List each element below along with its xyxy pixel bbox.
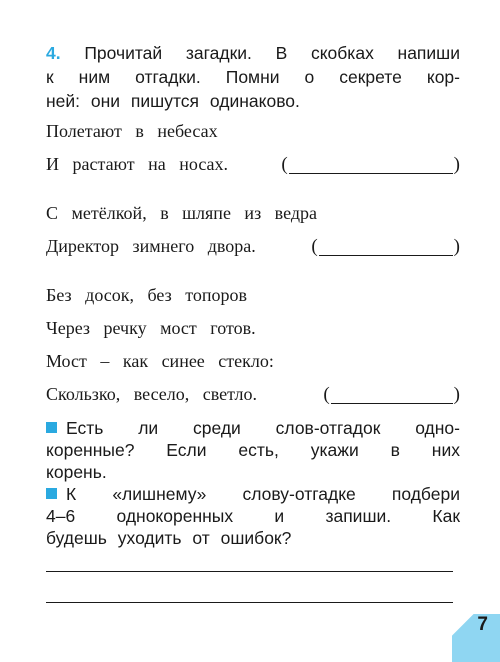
- riddle-3-line-1: Без досок, без топоров: [46, 285, 247, 305]
- answer-field-1[interactable]: [281, 148, 460, 181]
- question-1: [46, 417, 460, 483]
- riddle-1: [46, 115, 460, 181]
- riddle-3-line-4-text: Скользко, весело, светло.: [46, 384, 258, 404]
- question-2-line-3: будешь уходить от ошибок?: [46, 528, 292, 548]
- task-instructions: [46, 41, 460, 113]
- question-1-line-1: [46, 417, 460, 439]
- question-2: [46, 483, 460, 549]
- riddle-3: [46, 279, 460, 411]
- answer-field-3[interactable]: [323, 378, 460, 411]
- riddle-3-line-4: [46, 378, 460, 411]
- writing-line-2[interactable]: [46, 602, 453, 603]
- riddle-2-line-1: С метёлкой, в шляпе из ведра: [46, 203, 317, 223]
- square-bullet-icon: [46, 422, 57, 433]
- answer-close-paren: ): [453, 384, 460, 405]
- riddle-2-line-2-text: Директор зимнего двора.: [46, 236, 256, 256]
- answer-close-paren: ): [453, 236, 460, 257]
- answer-open-paren: (: [281, 154, 288, 175]
- task-number: 4.: [46, 43, 61, 63]
- question-2-line-1: [46, 483, 460, 505]
- question-1-line-3: корень.: [46, 462, 107, 482]
- question-2-line-2: 4–6 однокоренных и запиши. Как: [46, 506, 460, 526]
- riddle-1-line-2-text: И растают на носах.: [46, 154, 229, 174]
- riddle-1-line-2: [46, 148, 460, 181]
- page-corner-decoration: [452, 614, 500, 662]
- answer-open-paren: (: [323, 384, 330, 405]
- writing-line-1[interactable]: [46, 571, 453, 572]
- task-line-3: ней: они пишутся одинаково.: [46, 91, 300, 111]
- answer-field-2[interactable]: [311, 230, 460, 263]
- riddle-3-line-3: Мост – как синее стекло:: [46, 351, 274, 371]
- question-1-text-1: Есть ли среди слов-отгадок одно-: [66, 418, 460, 438]
- square-bullet-icon: [46, 488, 57, 499]
- answer-blank-line[interactable]: [331, 385, 453, 404]
- page-number: 7: [477, 614, 488, 635]
- task-line-2: к ним отгадки. Помни о секрете кор-: [46, 67, 460, 87]
- answer-blank-line[interactable]: [289, 155, 453, 174]
- answer-open-paren: (: [311, 236, 318, 257]
- riddle-1-line-1: Полетают в небесах: [46, 121, 218, 141]
- question-1-line-2: коренные? Если есть, укажи в них: [46, 440, 460, 460]
- answer-close-paren: ): [453, 154, 460, 175]
- task-text-1: Прочитай загадки. В скобках напиши: [84, 43, 460, 63]
- question-2-text-1: К «лишнему» слову-отгадке подбери: [66, 484, 460, 504]
- riddle-2: [46, 197, 460, 263]
- task-line-1: [46, 41, 460, 65]
- riddle-3-line-2: Через речку мост готов.: [46, 318, 256, 338]
- riddle-2-line-2: [46, 230, 460, 263]
- answer-blank-line[interactable]: [319, 237, 453, 256]
